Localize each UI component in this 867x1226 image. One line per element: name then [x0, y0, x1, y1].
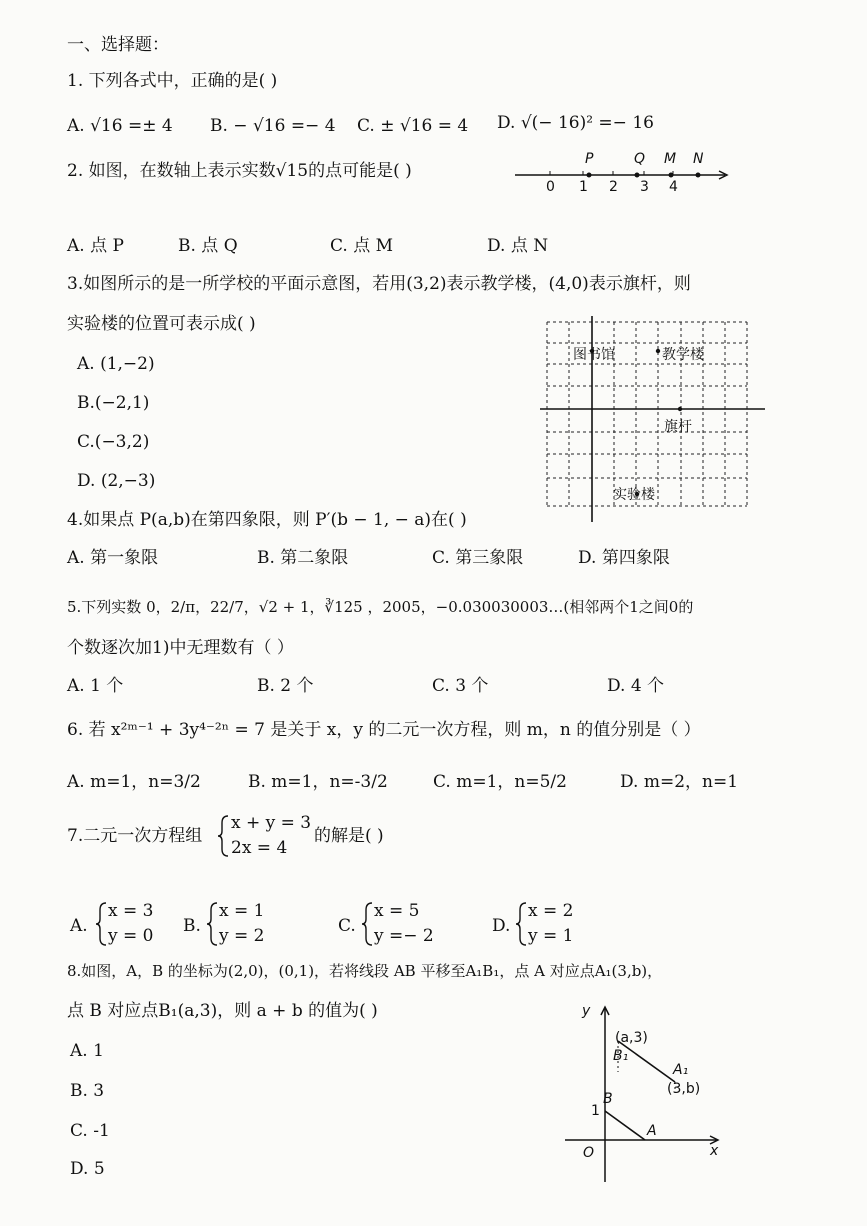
tick-1-label: 1 — [579, 179, 588, 195]
q5-option-b[interactable]: B. 2 个 — [257, 676, 314, 696]
q7-option-a-eq1: x = 3 — [108, 901, 154, 921]
q5-stem-line1: 5.下列实数 0，2/π，22/7，√2 + 1，∛125 ，2005，−0.030030003…(相邻两个1之间0的 — [67, 598, 694, 616]
q3-option-d[interactable]: D. (2,−3) — [77, 471, 156, 491]
q1-stem: 1. 下列各式中，正确的是( ) — [67, 71, 278, 91]
q2-option-a[interactable]: A. 点 P — [67, 236, 124, 256]
q4-option-d[interactable]: D. 第四象限 — [578, 548, 670, 568]
q6-option-a[interactable]: A. m=1，n=3/2 — [67, 772, 201, 792]
q7-system-eq2: 2x = 4 — [231, 838, 288, 858]
q5-option-a[interactable]: A. 1 个 — [67, 676, 124, 696]
q7-option-b-eq2: y = 2 — [219, 926, 265, 946]
q4-option-b[interactable]: B. 第二象限 — [257, 548, 349, 568]
point-a-label: A — [647, 1123, 657, 1139]
point-b-label: B — [603, 1091, 613, 1107]
q7-option-d-letter[interactable]: D. — [492, 916, 511, 936]
q3-stem-line2: 实验楼的位置可表示成( ) — [67, 314, 256, 334]
q5-option-d[interactable]: D. 4 个 — [607, 676, 665, 696]
q1-option-b[interactable]: B. − √16 =− 4 — [210, 116, 336, 136]
q7-option-b-eq1: x = 1 — [219, 901, 265, 921]
point-q-label: Q — [634, 151, 646, 167]
q2-option-b[interactable]: B. 点 Q — [178, 236, 238, 256]
origin-label: O — [583, 1145, 595, 1161]
q7-option-c-letter[interactable]: C. — [338, 916, 356, 936]
x-axis-label: x — [710, 1143, 719, 1159]
flagpole-label: 旗杆 — [664, 419, 692, 435]
y-tick-1-label: 1 — [591, 1103, 600, 1119]
a1-coord-label: (3,b) — [667, 1081, 701, 1097]
q7-option-d-eq1: x = 2 — [528, 901, 574, 921]
q6-option-c[interactable]: C. m=1，n=5/2 — [433, 772, 567, 792]
q7-option-a-brace — [96, 902, 108, 946]
q5-option-c[interactable]: C. 3 个 — [432, 676, 489, 696]
q8-option-a[interactable]: A. 1 — [70, 1041, 104, 1061]
q7-option-b-letter[interactable]: B. — [183, 916, 201, 936]
teaching-building-label: 教学楼 — [662, 347, 704, 363]
q3-option-c[interactable]: C.(−3,2) — [77, 432, 150, 452]
b1-coord-label: (a,3) — [615, 1030, 648, 1046]
tick-2-label: 2 — [609, 179, 618, 195]
q7-brace — [218, 815, 230, 857]
q3-option-a[interactable]: A. (1,−2) — [77, 354, 155, 374]
point-b1-label: B₁ — [613, 1048, 629, 1064]
q2-stem: 2. 如图，在数轴上表示实数√15的点可能是( ) — [67, 161, 412, 181]
q7-system-eq1: x + y = 3 — [231, 813, 312, 833]
q1-option-c[interactable]: C. ± √16 = 4 — [357, 116, 469, 136]
point-m-label: M — [664, 151, 677, 167]
q7-option-d-eq2: y = 1 — [528, 926, 574, 946]
q7-option-c-brace — [362, 902, 374, 946]
q8-option-c[interactable]: C. -1 — [70, 1121, 110, 1141]
q7-stem-prefix: 7.二元一次方程组 — [67, 826, 203, 846]
q4-stem: 4.如果点 P(a,b)在第四象限，则 P′(b − 1, − a)在( ) — [67, 510, 467, 530]
q6-option-b[interactable]: B. m=1，n=-3/2 — [248, 772, 388, 792]
tick-3-label: 3 — [640, 179, 649, 195]
q7-option-a-letter[interactable]: A. — [70, 916, 88, 936]
q4-option-a[interactable]: A. 第一象限 — [67, 548, 159, 568]
y-axis-label: y — [582, 1003, 591, 1019]
q7-stem-suffix: 的解是( ) — [314, 826, 384, 846]
q7-option-c-eq2: y =− 2 — [374, 926, 434, 946]
tick-0-label: 0 — [546, 179, 555, 195]
tick-4-label: 4 — [669, 179, 678, 195]
section-title: 一、选择题： — [67, 35, 169, 55]
q6-option-d[interactable]: D. m=2，n=1 — [620, 772, 739, 792]
q3-option-b[interactable]: B.(−2,1) — [77, 393, 150, 413]
q4-option-c[interactable]: C. 第三象限 — [432, 548, 524, 568]
lab-building-label: 实验楼 — [613, 487, 655, 503]
q5-stem-line2: 个数逐次加1)中无理数有（ ） — [67, 638, 294, 658]
q8-stem-line1: 8.如图，A，B 的坐标为(2,0)，(0,1)，若将线段 AB 平移至A₁B₁，点 A 对应点A₁(3,b)， — [67, 962, 663, 980]
q7-option-b-brace — [207, 902, 219, 946]
q7-option-a-eq2: y = 0 — [108, 926, 154, 946]
q1-option-a[interactable]: A. √16 =± 4 — [67, 116, 173, 136]
q7-option-c-eq1: x = 5 — [374, 901, 420, 921]
point-n-label: N — [693, 151, 704, 167]
q8-option-b[interactable]: B. 3 — [70, 1081, 105, 1101]
q7-option-d-brace — [516, 902, 528, 946]
q2-option-d[interactable]: D. 点 N — [487, 236, 549, 256]
q3-stem-line1: 3.如图所示的是一所学校的平面示意图，若用(3,2)表示教学楼，(4,0)表示旗杆，则 — [67, 274, 691, 294]
q6-stem: 6. 若 x²ᵐ⁻¹ + 3y⁴⁻²ⁿ = 7 是关于 x，y 的二元一次方程，则 m，n 的值分别是（ ） — [67, 720, 701, 740]
q8-stem-line2: 点 B 对应点B₁(a,3)，则 a + b 的值为( ) — [67, 1001, 378, 1021]
point-p-label: P — [585, 151, 594, 167]
library-label: 图书馆 — [573, 347, 615, 363]
q1-option-d[interactable]: D. √(− 16)² =− 16 — [497, 113, 654, 133]
point-a1-label: A₁ — [673, 1062, 689, 1078]
q8-option-d[interactable]: D. 5 — [70, 1159, 105, 1179]
q2-option-c[interactable]: C. 点 M — [330, 236, 394, 256]
